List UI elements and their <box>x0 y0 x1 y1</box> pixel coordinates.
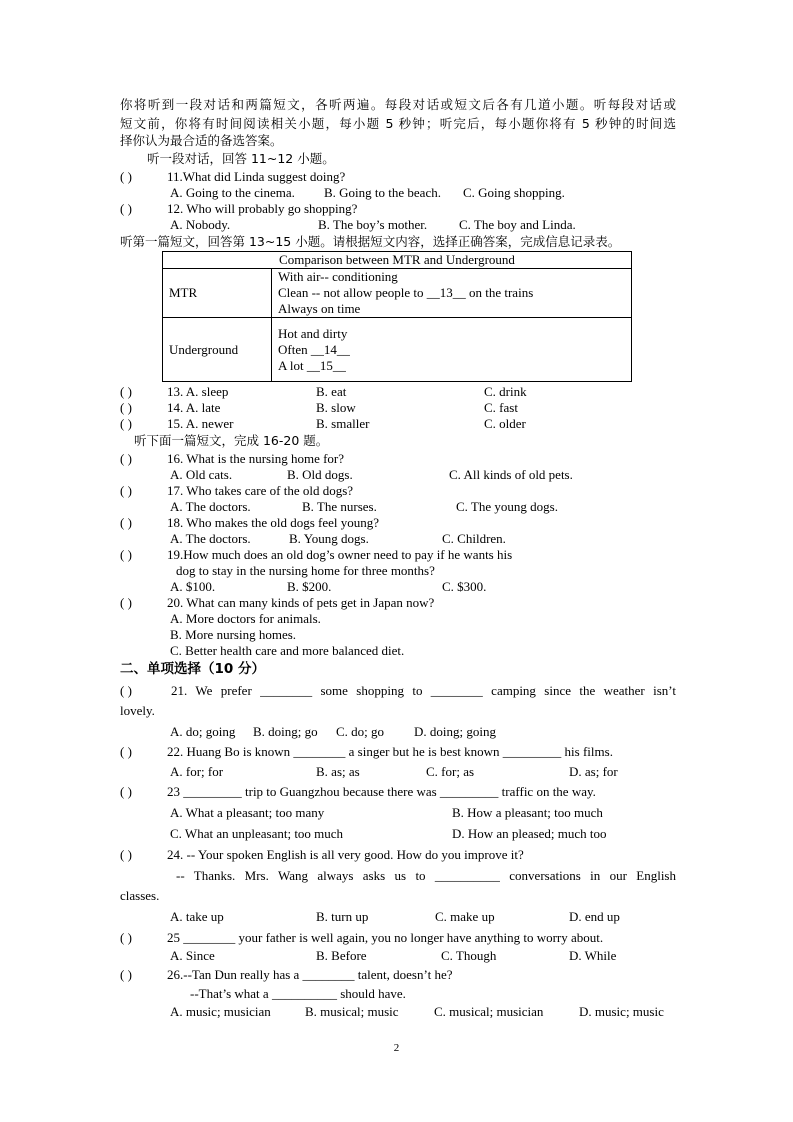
underground-detail-2: Often __14__ <box>278 341 350 357</box>
question-21-stem-cont: lovely. <box>120 703 155 718</box>
question-15-option-a: 15. A. newer <box>167 416 234 431</box>
question-26-stem: 26.--Tan Dun really has a ________ talent, doesn’t he? <box>167 967 453 982</box>
option-a: A. The doctors. <box>170 499 251 514</box>
option-b: B. turn up <box>316 909 369 924</box>
question-11-stem: 11.What did Linda suggest doing? <box>167 169 346 184</box>
option-a: A. Nobody. <box>170 217 231 232</box>
answer-bracket[interactable]: ( ) <box>120 967 132 982</box>
row-label-mtr: MTR <box>163 269 272 318</box>
option-b: B. More nursing homes. <box>170 627 297 642</box>
option-c: C. musical; musician <box>434 1004 544 1019</box>
option-b: B. $200. <box>287 579 332 594</box>
comparison-table <box>162 251 632 382</box>
question-24-stem: 24. -- Your spoken English is all very good. How do you improve it? <box>167 847 524 862</box>
option-d: D. While <box>569 948 617 963</box>
option-d: D. doing; going <box>414 724 496 739</box>
option-d: D. music; music <box>579 1004 664 1019</box>
question-20-stem: 20. What can many kinds of pets get in Japan now? <box>167 595 435 610</box>
option-c: C. make up <box>435 909 495 924</box>
option-c: C. $300. <box>442 579 487 594</box>
intro-line-3: 择你认为最合适的备选答案。 <box>120 133 283 148</box>
passage-2-instruction: 听下面一篇短文，完成 16-20 题。 <box>134 433 329 448</box>
mtr-detail-3: Always on time <box>278 301 361 316</box>
answer-bracket[interactable]: ( ) <box>120 201 132 216</box>
answer-bracket[interactable]: ( ) <box>120 744 132 759</box>
question-18-stem: 18. Who makes the old dogs feel young? <box>167 515 380 530</box>
answer-bracket[interactable]: ( ) <box>120 169 132 184</box>
option-b: B. The nurses. <box>302 499 377 514</box>
underground-details <box>272 318 632 382</box>
option-c: C. older <box>484 416 526 431</box>
option-c: C. What an unpleasant; too much <box>170 826 344 841</box>
question-16-stem: 16. What is the nursing home for? <box>167 451 345 466</box>
option-b: B. Before <box>316 948 367 963</box>
question-21-stem: 21. We prefer ________ some shopping to ________ camping since the weather isn’t <box>171 683 676 698</box>
option-a: A. More doctors for animals. <box>170 611 321 626</box>
option-d: D. How an pleased; much too <box>452 826 607 841</box>
question-26-stem-cont: --That’s what a __________ should have. <box>190 986 406 1001</box>
option-a: A. take up <box>170 909 224 924</box>
option-c: C. Better health care and more balanced diet. <box>170 643 405 658</box>
answer-bracket[interactable]: ( ) <box>120 451 132 466</box>
option-c: C. The young dogs. <box>456 499 558 514</box>
table-title: Comparison between MTR and Underground <box>163 252 632 269</box>
question-25-stem: 25 ________ your father is well again, you no longer have anything to worry about. <box>167 930 604 945</box>
option-a: A. Since <box>170 948 215 963</box>
page-number: 2 <box>393 1042 400 1054</box>
option-d: D. as; for <box>569 764 618 779</box>
option-b: B. eat <box>316 384 347 399</box>
answer-bracket[interactable]: ( ) <box>120 930 132 945</box>
option-b: B. Going to the beach. <box>324 185 441 200</box>
question-22-stem: 22. Huang Bo is known ________ a singer but he is best known _________ his films. <box>167 744 613 759</box>
question-23-stem: 23 _________ trip to Guangzhou because there was _________ traffic on the way. <box>167 784 596 799</box>
option-b: B. doing; go <box>253 724 318 739</box>
option-c: C. drink <box>484 384 527 399</box>
answer-bracket[interactable]: ( ) <box>120 784 132 799</box>
option-c: C. fast <box>484 400 518 415</box>
option-b: B. smaller <box>316 416 370 431</box>
option-a: A. What a pleasant; too many <box>170 805 325 820</box>
passage-1-instruction: 听第一篇短文，回答第 13~15 小题。请根据短文内容，选择正确答案，完成信息记录表。 <box>120 234 621 249</box>
answer-bracket[interactable]: ( ) <box>120 400 132 415</box>
option-b: B. Young dogs. <box>289 531 369 546</box>
option-b: B. How a pleasant; too much <box>452 805 603 820</box>
question-12-stem: 12. Who will probably go shopping? <box>167 201 358 216</box>
option-a: A. Old cats. <box>170 467 233 482</box>
option-a: A. do; going <box>170 724 236 739</box>
mtr-details <box>272 269 632 318</box>
option-b: B. The boy’s mother. <box>318 217 428 232</box>
question-14-option-a: 14. A. late <box>167 400 221 415</box>
question-13-option-a: 13. A. sleep <box>167 384 229 399</box>
option-c: C. Though <box>441 948 497 963</box>
intro-line-2: 短文前，你将有时间阅读相关小题，每小题 5 秒钟；听完后，每小题你将有 5 秒钟的时间选 <box>120 116 676 131</box>
option-a: A. for; for <box>170 764 224 779</box>
question-24-stem-end: classes. <box>120 888 160 903</box>
option-a: A. music; musician <box>170 1004 271 1019</box>
option-b: B. as; as <box>316 764 360 779</box>
option-d: D. end up <box>569 909 620 924</box>
mtr-detail-2: Clean -- not allow people to __13__ on the trains <box>278 285 534 300</box>
answer-bracket[interactable]: ( ) <box>120 847 132 862</box>
question-17-stem: 17. Who takes care of the old dogs? <box>167 483 354 498</box>
question-19-stem-cont: dog to stay in the nursing home for three months? <box>176 563 435 578</box>
section-2-heading: 二、单项选择（10 分） <box>120 661 265 677</box>
row-label-underground: Underground <box>163 318 272 382</box>
answer-bracket[interactable]: ( ) <box>120 483 132 498</box>
option-c: C. for; as <box>426 764 475 779</box>
option-c: C. Children. <box>442 531 506 546</box>
answer-bracket[interactable]: ( ) <box>120 547 132 562</box>
question-19-stem: 19.How much does an old dog’s owner need to pay if he wants his <box>167 547 513 562</box>
option-b: B. slow <box>316 400 356 415</box>
dialogue-instruction: 听一段对话，回答 11~12 小题。 <box>147 151 335 166</box>
option-c: C. The boy and Linda. <box>459 217 576 232</box>
option-c: C. Going shopping. <box>463 185 565 200</box>
option-a: A. $100. <box>170 579 216 594</box>
answer-bracket[interactable]: ( ) <box>120 683 132 698</box>
answer-bracket[interactable]: ( ) <box>120 595 132 610</box>
intro-line-1: 你将听到一段对话和两篇短文，各听两遍。每段对话或短文后各有几道小题。听每段对话或 <box>120 97 676 112</box>
option-a: A. Going to the cinema. <box>170 185 295 200</box>
underground-detail-1: Hot and dirty <box>278 325 348 341</box>
option-c: C. do; go <box>336 724 385 739</box>
underground-detail-3: A lot __15__ <box>278 357 346 373</box>
mtr-detail-1: With air-- conditioning <box>278 269 398 284</box>
answer-bracket[interactable]: ( ) <box>120 416 132 431</box>
answer-bracket[interactable]: ( ) <box>120 384 132 399</box>
answer-bracket[interactable]: ( ) <box>120 515 132 530</box>
option-a: A. The doctors. <box>170 531 251 546</box>
option-b: B. Old dogs. <box>287 467 353 482</box>
option-b: B. musical; music <box>305 1004 399 1019</box>
option-c: C. All kinds of old pets. <box>449 467 573 482</box>
question-24-stem-cont: -- Thanks. Mrs. Wang always asks us to __________ conversations in our English <box>176 868 676 883</box>
